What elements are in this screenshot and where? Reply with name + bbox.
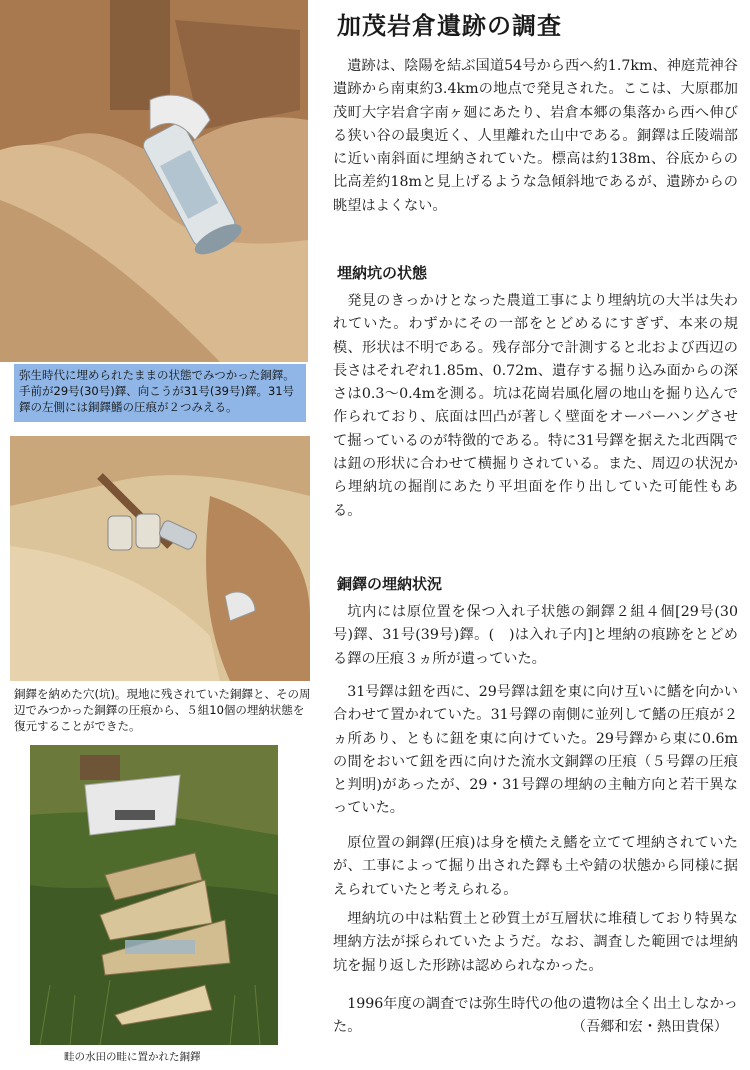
section2-paragraph-5: 1996年度の調査では弥生時代の他の遺物は全く出土しなかった。 bbox=[333, 996, 738, 1036]
intro-paragraph: 遺跡は、陰陽を結ぶ国道54号から西へ約1.7km、神庭荒神谷遺跡から南東約3.4kmの地点で発見された。ここは、大原郡加茂町大字岩倉字南ヶ廻にあたり、岩倉本郷の集落から西へ伸びる狭い谷の最奥近く、人里離れた山中である。銅鐸は丘陵端部に近い南斜面に埋納されていた。標高は約138m、谷底からの比高差約18mと見上げるような急傾斜地であるが、遺跡からの眺望はよくない。 bbox=[333, 58, 738, 214]
photo3-caption: 畦の水田の畦に置かれた銅鐸 bbox=[64, 1051, 201, 1063]
section2-paragraph-2: 31号鐸は鈕を西に、29号鐸は鈕を東に向け互いに鰭を向かい合わせて置かれていた。31号鐸の南側に並列して鰭の圧痕が２ヵ所あり、ともに鈕を東に向けていた。29号鐸から東に0.6mの間をおいて鈕を西に向けた流水文銅鐸の圧痕（５号鐸の圧痕と判明)があったが、29・31号鐸の埋納の主軸方向と若干異なっていた。 bbox=[333, 684, 738, 817]
photo1-caption: 弥生時代に埋められたままの状態でみつかった銅鐸。手前が29号(30号)鐸、向こうが31号(39号)鐸。31号鐸の左側には銅鐸鰭の圧痕が２つみえる。 bbox=[14, 364, 306, 422]
photo2-caption: 銅鐸を納めた穴(坑)。現地に残されていた銅鐸と、その周辺でみつかった銅鐸の圧痕から、５組10個の埋納状態を復元することができた。 bbox=[14, 687, 311, 733]
section2-paragraph-3: 原位置の銅鐸(圧痕)は身を横たえ鰭を立てて埋納されていたが、工事によって掘り出された鐸も土や錆の状態から同様に据えられていたと考えられる。 bbox=[333, 835, 738, 898]
photo-pit-overview bbox=[10, 436, 310, 681]
section2-paragraph-4: 埋納坑の中は粘質土と砂質土が互層状に堆積しており特異な埋納方法が採られていたようだ。なお、調査した範囲では埋納坑を掘り返した形跡は認められなかった。 bbox=[333, 911, 738, 974]
photo-excavation-pit bbox=[0, 0, 308, 362]
article-title: 加茂岩倉遺跡の調査 bbox=[337, 11, 562, 40]
photo-bells-on-ridge bbox=[30, 745, 278, 1045]
author-signature: （吾郷和宏・熱田貴保） bbox=[571, 1019, 728, 1035]
section1-heading: 埋納坑の状態 bbox=[337, 264, 428, 282]
section2-paragraph-1: 坑内には原位置を保つ入れ子状態の銅鐸２組４個[29号(30号)鐸、31号(39号)鐸。( )は入れ子内]と埋納の痕跡をとどめる鐸の圧痕３ヵ所が遺っていた。 bbox=[333, 604, 738, 667]
section1-paragraph: 発見のきっかけとなった農道工事により埋納坑の大半は失われていた。わずかにその一部をとどめるにすぎず、本来の規模、形状は不明である。残存部分で計測すると北および西辺の長さはそれぞれ1.85m、0.72m、遺存する掘り込み面からの深さは0.3～0.4mを測る。坑は花崗岩風化層の地山を掘り込んで作られており、底面は凹凸が著しく壁面をオーバーハングさせて掘っているのが特徴的である。特に31号鐸を据えた北西隅では鈕の形状に合わせて横掘りされている。また、周辺の状況から埋納坑の掘削にあたり平坦面を作り出していた可能性もある。 bbox=[333, 293, 738, 519]
section2-heading: 銅鐸の埋納状況 bbox=[337, 575, 443, 593]
